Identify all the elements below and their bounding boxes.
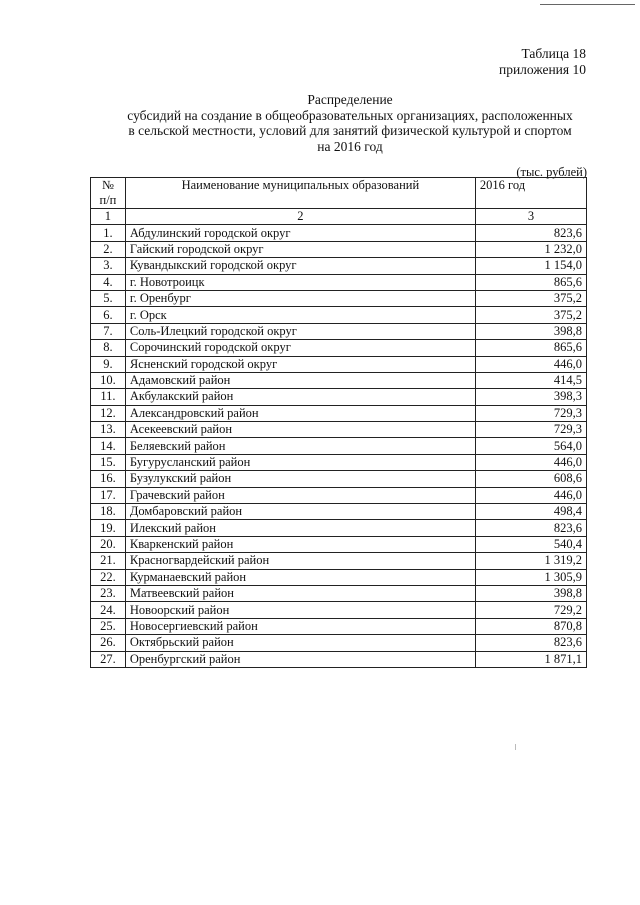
row-number: 8.	[91, 340, 126, 356]
subsidy-value: 865,6	[475, 340, 586, 356]
row-number: 6.	[91, 307, 126, 323]
header-year: 2016 год	[475, 178, 586, 209]
header-number	[91, 178, 126, 209]
subsidy-value: 398,8	[475, 323, 586, 339]
row-number: 10.	[91, 372, 126, 388]
row-number: 21.	[91, 553, 126, 569]
table-row	[91, 274, 587, 290]
row-number: 20.	[91, 536, 126, 552]
column-index-row	[91, 209, 587, 225]
table-row	[91, 372, 587, 388]
table-row	[91, 471, 587, 487]
municipality-name: Красногвардейский район	[125, 553, 475, 569]
municipality-name: Сорочинский городской округ	[125, 340, 475, 356]
municipality-name: Соль-Илецкий городской округ	[125, 323, 475, 339]
header-number-abbrev: п/п	[99, 193, 117, 207]
subsidy-value: 608,6	[475, 471, 586, 487]
municipality-name: г. Новотроицк	[125, 274, 475, 290]
municipality-name: Октябрьский район	[125, 635, 475, 651]
subsidy-value: 446,0	[475, 487, 586, 503]
municipality-name: Домбаровский район	[125, 504, 475, 520]
row-number: 25.	[91, 618, 126, 634]
row-number: 11.	[91, 389, 126, 405]
heading-line-3: в сельской местности, условий для занятий физической культурой и спортом	[128, 123, 572, 138]
header-number-sign: №	[101, 178, 114, 192]
subsidy-value: 729,3	[475, 405, 586, 421]
unit-label: (тыс. рублей)	[516, 165, 587, 179]
subsidy-value: 1 232,0	[475, 241, 586, 257]
page-edge-line	[540, 4, 635, 5]
subsidy-value: 375,2	[475, 307, 586, 323]
municipality-name: Гайский городской округ	[125, 241, 475, 257]
table-row	[91, 290, 587, 306]
table-row	[91, 487, 587, 503]
table-row	[91, 307, 587, 323]
column-index: 3	[475, 209, 586, 225]
row-number: 27.	[91, 651, 126, 667]
subsidy-value: 1 319,2	[475, 553, 586, 569]
municipality-name: г. Оренбург	[125, 290, 475, 306]
header-name: Наименование муниципальных образований	[125, 178, 475, 209]
table-row	[91, 323, 587, 339]
table-row	[91, 635, 587, 651]
row-number: 17.	[91, 487, 126, 503]
subsidy-value: 1 305,9	[475, 569, 586, 585]
subsidy-value: 1 154,0	[475, 258, 586, 274]
municipality-name: Новосергиевский район	[125, 618, 475, 634]
document-heading	[100, 92, 600, 154]
municipality-name: Матвеевский район	[125, 585, 475, 601]
row-number: 3.	[91, 258, 126, 274]
subsidy-value: 1 871,1	[475, 651, 586, 667]
table-row	[91, 340, 587, 356]
row-number: 4.	[91, 274, 126, 290]
subsidy-value: 498,4	[475, 504, 586, 520]
table-row	[91, 225, 587, 241]
row-number: 22.	[91, 569, 126, 585]
heading-line-4: на 2016 год	[317, 138, 383, 154]
column-index: 2	[125, 209, 475, 225]
municipality-name: Кваркенский район	[125, 536, 475, 552]
row-number: 2.	[91, 241, 126, 257]
column-index: 1	[91, 209, 126, 225]
header-row	[91, 178, 587, 209]
municipality-name: Абдулинский городской округ	[125, 225, 475, 241]
heading-line-2: субсидий на создание в общеобразовательных организациях, расположенных	[127, 107, 573, 123]
subsidy-table	[90, 177, 587, 668]
row-number: 15.	[91, 454, 126, 470]
municipality-name: Бузулукский район	[125, 471, 475, 487]
subsidy-value: 729,3	[475, 422, 586, 438]
row-number: 14.	[91, 438, 126, 454]
table-row	[91, 536, 587, 552]
table-row	[91, 553, 587, 569]
subsidy-value: 823,6	[475, 635, 586, 651]
row-number: 7.	[91, 323, 126, 339]
row-number: 24.	[91, 602, 126, 618]
municipality-name: Кувандыкский городской округ	[125, 258, 475, 274]
row-number: 26.	[91, 635, 126, 651]
caption-table-number: Таблица 18	[521, 46, 586, 61]
table-row	[91, 651, 587, 667]
table-row	[91, 422, 587, 438]
table-row	[91, 585, 587, 601]
municipality-name: г. Орск	[125, 307, 475, 323]
municipality-name: Бугурусланский район	[125, 454, 475, 470]
municipality-name: Адамовский район	[125, 372, 475, 388]
row-number: 5.	[91, 290, 126, 306]
heading-title: Распределение	[307, 92, 393, 107]
subsidy-value: 564,0	[475, 438, 586, 454]
subsidy-value: 446,0	[475, 454, 586, 470]
municipality-name: Оренбургский район	[125, 651, 475, 667]
table-row	[91, 504, 587, 520]
subsidy-value: 446,0	[475, 356, 586, 372]
table-row	[91, 356, 587, 372]
table-row	[91, 389, 587, 405]
table-row	[91, 405, 587, 421]
table-caption	[499, 46, 586, 78]
row-number: 16.	[91, 471, 126, 487]
municipality-name: Новоорский район	[125, 602, 475, 618]
subsidy-value: 540,4	[475, 536, 586, 552]
table-row	[91, 520, 587, 536]
table-row	[91, 438, 587, 454]
municipality-name: Илекский район	[125, 520, 475, 536]
municipality-name: Акбулакский район	[125, 389, 475, 405]
municipality-name: Курманаевский район	[125, 569, 475, 585]
table-row	[91, 454, 587, 470]
scan-mark	[515, 744, 516, 750]
subsidy-value: 823,6	[475, 225, 586, 241]
subsidy-value: 398,8	[475, 585, 586, 601]
municipality-name: Асекеевский район	[125, 422, 475, 438]
row-number: 23.	[91, 585, 126, 601]
subsidy-value: 398,3	[475, 389, 586, 405]
caption-appendix: приложения 10	[498, 62, 586, 77]
row-number: 13.	[91, 422, 126, 438]
municipality-name: Ясненский городской округ	[125, 356, 475, 372]
subsidy-value: 823,6	[475, 520, 586, 536]
municipality-name: Беляевский район	[125, 438, 475, 454]
subsidy-value: 375,2	[475, 290, 586, 306]
row-number: 9.	[91, 356, 126, 372]
row-number: 1.	[91, 225, 126, 241]
subsidy-value: 729,2	[475, 602, 586, 618]
row-number: 12.	[91, 405, 126, 421]
municipality-name: Александровский район	[125, 405, 475, 421]
table-row	[91, 241, 587, 257]
table-row	[91, 258, 587, 274]
subsidy-value: 870,8	[475, 618, 586, 634]
municipality-name: Грачевский район	[125, 487, 475, 503]
table-row	[91, 618, 587, 634]
row-number: 18.	[91, 504, 126, 520]
subsidy-value: 865,6	[475, 274, 586, 290]
table-row	[91, 602, 587, 618]
row-number: 19.	[91, 520, 126, 536]
subsidy-value: 414,5	[475, 372, 586, 388]
table-row	[91, 569, 587, 585]
